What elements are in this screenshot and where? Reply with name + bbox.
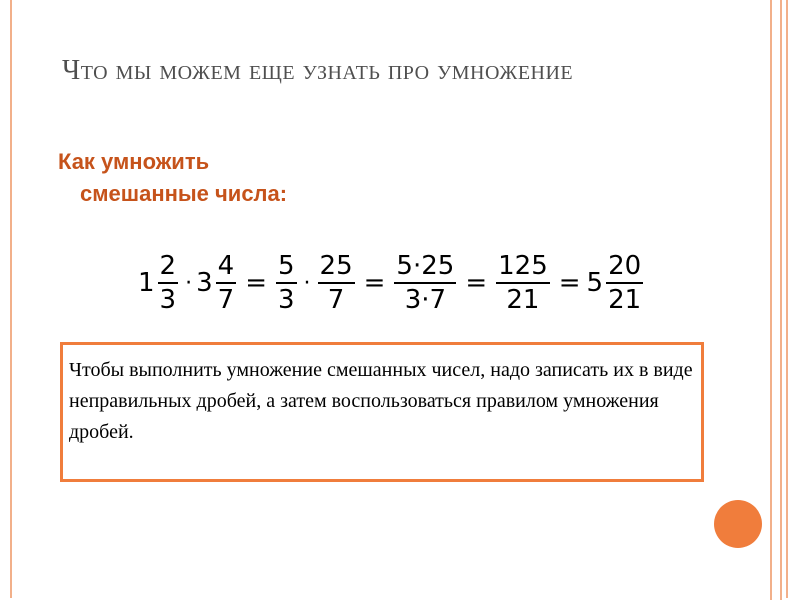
slide-title: Что мы можем еще узнать про умножение <box>62 55 574 86</box>
fraction <box>496 252 550 314</box>
subheading-line-1: Как умножить <box>58 149 210 174</box>
fraction-bar <box>394 282 456 284</box>
numerator: 5 <box>277 251 295 281</box>
whole-part: 1 <box>138 268 155 298</box>
numerator: 2 <box>159 251 177 281</box>
fraction-bar <box>318 282 355 284</box>
fraction-bar <box>158 282 179 284</box>
numerator: 5·25 <box>396 251 455 281</box>
denominator: 7 <box>327 285 345 315</box>
numerator: 25 <box>319 251 353 281</box>
denominator: 7 <box>217 285 235 315</box>
fraction-bar <box>606 282 643 284</box>
denominator: 3·7 <box>404 285 447 315</box>
fraction <box>158 252 179 314</box>
equals-sign: = <box>245 268 267 298</box>
denominator: 21 <box>506 285 540 315</box>
numerator: 4 <box>217 251 235 281</box>
fraction <box>276 252 297 314</box>
right-border-line <box>770 0 772 600</box>
whole-part: 5 <box>586 268 604 298</box>
multiply-dot: · <box>303 270 311 296</box>
equals-sign: = <box>465 268 488 298</box>
whole-part: 3 <box>196 268 213 298</box>
fraction <box>394 252 456 314</box>
fraction <box>318 252 355 314</box>
numerator: 125 <box>498 251 548 281</box>
rule-text: Чтобы выполнить умножение смешанных чисел, надо записать их в виде неправильных дробей, а затем воспользоваться правилом умножения дробей. <box>69 359 693 443</box>
fraction <box>606 252 643 314</box>
fraction-bar <box>216 282 237 284</box>
numerator: 20 <box>608 251 642 281</box>
right-border-line-outer <box>780 0 782 600</box>
denominator: 3 <box>159 285 177 315</box>
subheading-line-2: смешанные числа: <box>80 181 288 206</box>
decorative-circle <box>714 500 762 548</box>
fraction-bar <box>496 282 550 284</box>
equals-sign: = <box>558 268 581 298</box>
equals-sign: = <box>363 268 386 298</box>
multiply-dot: · <box>185 270 193 296</box>
subheading <box>58 146 287 210</box>
rule-box <box>60 342 704 482</box>
multiplication-formula <box>138 248 646 318</box>
denominator: 3 <box>277 285 295 315</box>
fraction <box>216 252 237 314</box>
fraction-bar <box>276 282 297 284</box>
denominator: 21 <box>608 285 642 315</box>
